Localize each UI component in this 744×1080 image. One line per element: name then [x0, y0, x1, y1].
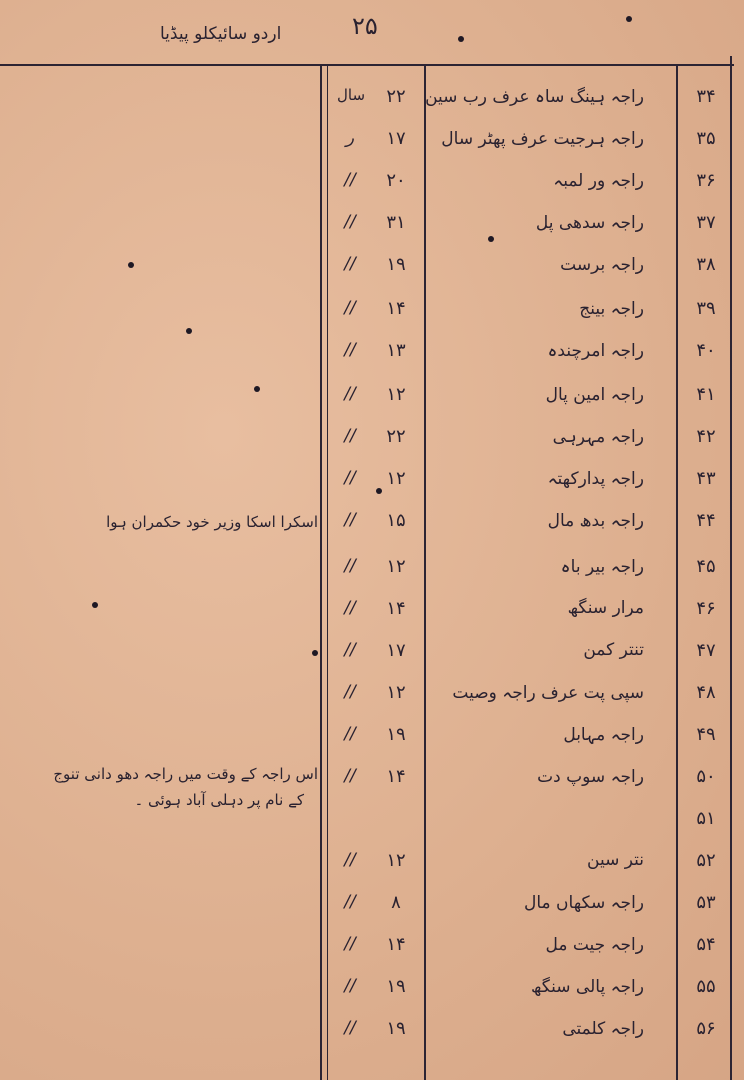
entry-number: ۴۸ — [696, 682, 716, 703]
ink-speck — [376, 488, 382, 494]
year-unit-mark: // — [344, 556, 356, 576]
reign-years: ۱۴ — [386, 298, 406, 319]
reign-years: ۱۴ — [386, 766, 406, 787]
table-row — [0, 598, 744, 638]
reign-years: ۱۲ — [386, 384, 406, 405]
entry-number: ۴۰ — [696, 340, 716, 361]
year-unit-mark: // — [344, 298, 356, 318]
ink-speck — [488, 236, 494, 242]
table-row — [0, 426, 744, 466]
ruler-name: راجہ جیت مل — [545, 935, 644, 955]
reign-years: ۱۴ — [386, 598, 406, 619]
year-unit-mark: // — [344, 934, 356, 954]
table-row — [0, 934, 744, 974]
year-unit-mark: // — [344, 340, 356, 360]
running-title: اردو سائیکلو پیڈیا — [160, 24, 282, 44]
entry-number: ۴۲ — [696, 426, 716, 447]
year-unit-mark: // — [344, 598, 356, 618]
year-unit-mark: // — [344, 384, 356, 404]
entry-number: ۳۵ — [696, 128, 716, 149]
entry-number: ۴۳ — [696, 468, 716, 489]
table-row — [0, 298, 744, 338]
entry-number: ۳۶ — [696, 170, 716, 191]
year-unit-mark: // — [344, 976, 356, 996]
ruler-name: راجہ سوپ دت — [537, 767, 644, 787]
table-row — [0, 808, 744, 848]
reign-years: ۱۷ — [386, 640, 406, 661]
reign-years: ۲۲ — [386, 86, 406, 107]
table-row — [0, 170, 744, 210]
year-unit-mark: // — [344, 640, 356, 660]
ruler-name: راجہ کلمتی — [562, 1019, 644, 1039]
entry-number: ۵۴ — [696, 934, 716, 955]
reign-years: ۳۱ — [386, 212, 406, 233]
year-unit-mark: // — [344, 510, 356, 530]
reign-years: ۱۹ — [386, 724, 406, 745]
year-unit-mark: سال — [336, 86, 366, 104]
ruler-name: راجہ امرچندہ — [547, 341, 644, 361]
entry-number: ۵۳ — [696, 892, 716, 913]
ink-speck — [626, 16, 632, 22]
ink-speck — [458, 36, 464, 42]
reign-years: ۱۲ — [386, 468, 406, 489]
ink-speck — [186, 328, 192, 334]
ruler-name: راجہ مہرہی — [552, 427, 644, 447]
table-row — [0, 724, 744, 764]
reign-years: ۲۲ — [386, 426, 406, 447]
ruler-name: راجہ ور لمبہ — [553, 171, 644, 191]
table-row — [0, 556, 744, 596]
ruler-name: راجہ پالی سنگھ — [531, 977, 644, 997]
ruler-name: راجہ پدارکھتہ — [547, 469, 644, 489]
ruler-name: مرار سنگھ — [567, 598, 644, 618]
entry-number: ۵۱ — [696, 808, 716, 829]
margin-note-50-line2: کے نام پر دہلی آباد ہوئی ۔ — [134, 791, 304, 809]
year-unit-mark: // — [344, 468, 356, 488]
table-row — [0, 212, 744, 252]
year-unit-mark: // — [344, 682, 356, 702]
table-row — [0, 384, 744, 424]
reign-years: ۱۹ — [386, 976, 406, 997]
ruler-name: راجہ بینج — [579, 299, 644, 319]
table-row — [0, 1018, 744, 1058]
entry-number: ۵۲ — [696, 850, 716, 871]
entry-number: ۵۶ — [696, 1018, 716, 1039]
year-unit-mark: // — [344, 170, 356, 190]
reign-years: ۱۵ — [386, 510, 406, 531]
reign-years: ۱۲ — [386, 556, 406, 577]
ruler-name: راجہ سکھاں مال — [524, 893, 644, 913]
entry-number: ۵۰ — [696, 766, 716, 787]
table-row — [0, 254, 744, 294]
ink-speck — [128, 262, 134, 268]
ruler-name: راجہ مہابل — [563, 725, 644, 745]
entry-number: ۴۵ — [696, 556, 716, 577]
table-row — [0, 468, 744, 508]
ruler-name: راجہ امین پال — [545, 385, 644, 405]
table-row — [0, 976, 744, 1016]
entry-number: ۵۵ — [696, 976, 716, 997]
margin-note-50-line1: اس راجہ کے وقت میں راجہ دھو دانی تنوج — [53, 765, 318, 783]
page-number: ۲۵ — [352, 12, 378, 40]
entry-number: ۴۶ — [696, 598, 716, 619]
reign-years: ۱۹ — [386, 254, 406, 275]
entry-number: ۴۴ — [696, 510, 716, 531]
ruler-name: تنتر کمن — [583, 640, 644, 660]
table-row — [0, 86, 744, 126]
entry-number: ۴۹ — [696, 724, 716, 745]
year-unit-mark: // — [344, 426, 356, 446]
ruler-name: سپی پت عرف راجہ وصیت — [452, 683, 644, 703]
year-unit-mark: // — [344, 254, 356, 274]
reign-years: ۱۷ — [386, 128, 406, 149]
entry-number: ۳۸ — [696, 254, 716, 275]
ruler-name: راجہ برست — [560, 255, 644, 275]
table-top-rule — [0, 64, 734, 66]
entry-number: ۳۷ — [696, 212, 716, 233]
table-row — [0, 850, 744, 890]
year-unit-mark: // — [344, 1018, 356, 1038]
ruler-name: راجہ ہینگ ساہ عرف رب سین — [425, 87, 644, 107]
reign-years: ۱۴ — [386, 934, 406, 955]
table-row — [0, 128, 744, 168]
table-row — [0, 340, 744, 380]
year-unit-mark: ر — [345, 128, 355, 148]
reign-years: ۱۲ — [386, 682, 406, 703]
reign-years: ۸ — [391, 892, 401, 913]
ink-speck — [254, 386, 260, 392]
year-unit-mark: // — [344, 212, 356, 232]
ruler-name: راجہ بیر باہ — [560, 557, 644, 577]
margin-note-44: اسکرا اسکا وزیر خود حکمران ہوا — [106, 513, 318, 531]
ink-speck — [312, 650, 318, 656]
page-header — [0, 8, 744, 48]
reign-years: ۱۹ — [386, 1018, 406, 1039]
year-unit-mark: // — [344, 892, 356, 912]
entry-number: ۳۹ — [696, 298, 716, 319]
year-unit-mark: // — [344, 766, 356, 786]
entry-number: ۳۴ — [696, 86, 716, 107]
year-unit-mark: // — [344, 850, 356, 870]
ruler-name: راجہ بدھ مال — [547, 511, 644, 531]
table-row — [0, 892, 744, 932]
year-unit-mark: // — [344, 724, 356, 744]
ruler-name: نتر سین — [587, 850, 644, 870]
table-row — [0, 640, 744, 680]
reign-years: ۱۲ — [386, 850, 406, 871]
entry-number: ۴۱ — [696, 384, 716, 405]
reign-years: ۲۰ — [386, 170, 406, 191]
entry-number: ۴۷ — [696, 640, 716, 661]
reign-years: ۱۳ — [386, 340, 406, 361]
ruler-name: راجہ سدھی پل — [535, 213, 644, 233]
ink-speck — [92, 602, 98, 608]
ruler-name: راجہ ہرجیت عرف پھٹر سال — [441, 129, 644, 149]
table-row — [0, 682, 744, 722]
